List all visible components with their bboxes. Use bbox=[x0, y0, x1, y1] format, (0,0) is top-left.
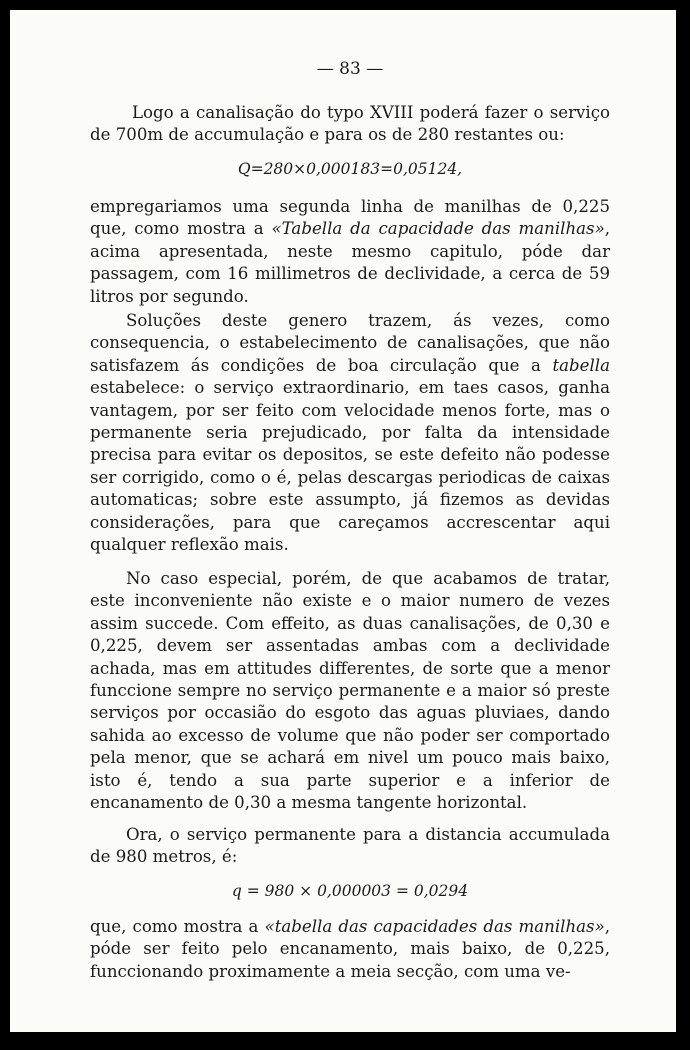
book-page bbox=[10, 10, 676, 1032]
paragraph-1-block bbox=[90, 102, 610, 147]
paragraph-3-text-a: Soluções deste genero trazem, ás vezes, como consequencia, o estabelecimento de canalisações, que não satisfazem ás condições de boa circulação que a bbox=[90, 311, 610, 375]
formula-1-block bbox=[90, 158, 610, 180]
paragraph-3-text-b: estabelece: o serviço extraordinario, em taes casos, ganha vantagem, por ser feito com velocidade menos forte, mas o permanente seria prejudicado, por falta da intensidade precisa para evitar os depositos, se este defeito não podesse ser corrigido, como o é, pelas descargas periodicas de caixas automaticas; sobre este assumpto, já fizemos as devidas considerações, para que careçamos accrescentar aqui qualquer reflexão mais. bbox=[90, 378, 610, 555]
paragraph-2-text-a: empregariamos uma segunda linha de manilhas de 0,225 que, como mostra a bbox=[90, 197, 610, 239]
paragraph-5-block bbox=[90, 824, 610, 869]
paragraph-1: Logo a canalisação do typo XVIII poderá fazer o serviço de 700m de accumulação e para os de 280 restantes ou: bbox=[90, 103, 610, 145]
paragraph-4: No caso especial, porém, de que acabamos de tratar, este inconveniente não existe e o maior numero de vezes assim succede. Com effeito, as duas canalisações, de 0,30 e 0,225, devem ser assentadas ambas com a declividade achada, mas em attitudes differentes, de sorte que a menor funccione sempre no serviço permanente e a maior só preste serviços por occasião do esgoto das aguas pluviaes, dando sahida ao excesso de volume que não poder ser comportado pela menor, que se achará em nivel um pouco mais baixo, isto é, tendo a sua parte superior e a inferior de encanamento de 0,30 a mesma tangente horizontal. bbox=[90, 569, 610, 813]
paragraph-3 bbox=[90, 310, 610, 556]
table-reference-tabella: tabella bbox=[552, 355, 610, 375]
formula-2-block bbox=[90, 880, 610, 902]
paragraph-6 bbox=[90, 916, 610, 983]
paragraph-4-block bbox=[90, 568, 610, 814]
paragraph-2-block bbox=[90, 196, 610, 308]
paragraph-2 bbox=[90, 196, 610, 308]
formula-1: Q=280×0,000183=0,05124, bbox=[237, 160, 463, 178]
table-reference-manilhas: «Tabella da capacidade das manilhas» bbox=[271, 219, 605, 239]
table-reference-capacidades: «tabella das capacidades das manilhas» bbox=[264, 917, 605, 936]
formula-2: q = 980 × 0,000003 = 0,0294 bbox=[231, 882, 469, 900]
paragraph-6-text-a: que, como mostra a bbox=[90, 917, 265, 936]
paragraph-3-block bbox=[90, 310, 610, 556]
paragraph-6-block bbox=[90, 916, 610, 983]
page-number: — 83 — bbox=[316, 59, 384, 79]
paragraph-5: Ora, o serviço permanente para a distancia accumulada de 980 metros, é: bbox=[90, 825, 610, 867]
paragraph-6-text-b: , póde ser feito pelo encanamento, mais baixo, de 0,225, funccionando proximamente a meia secção, com uma ve- bbox=[90, 917, 611, 981]
paragraph-2-text-b: , acima apresentada, neste mesmo capitulo, póde dar passagem, com 16 millimetros de declividade, a cerca de 59 litros por segundo. bbox=[90, 219, 610, 306]
